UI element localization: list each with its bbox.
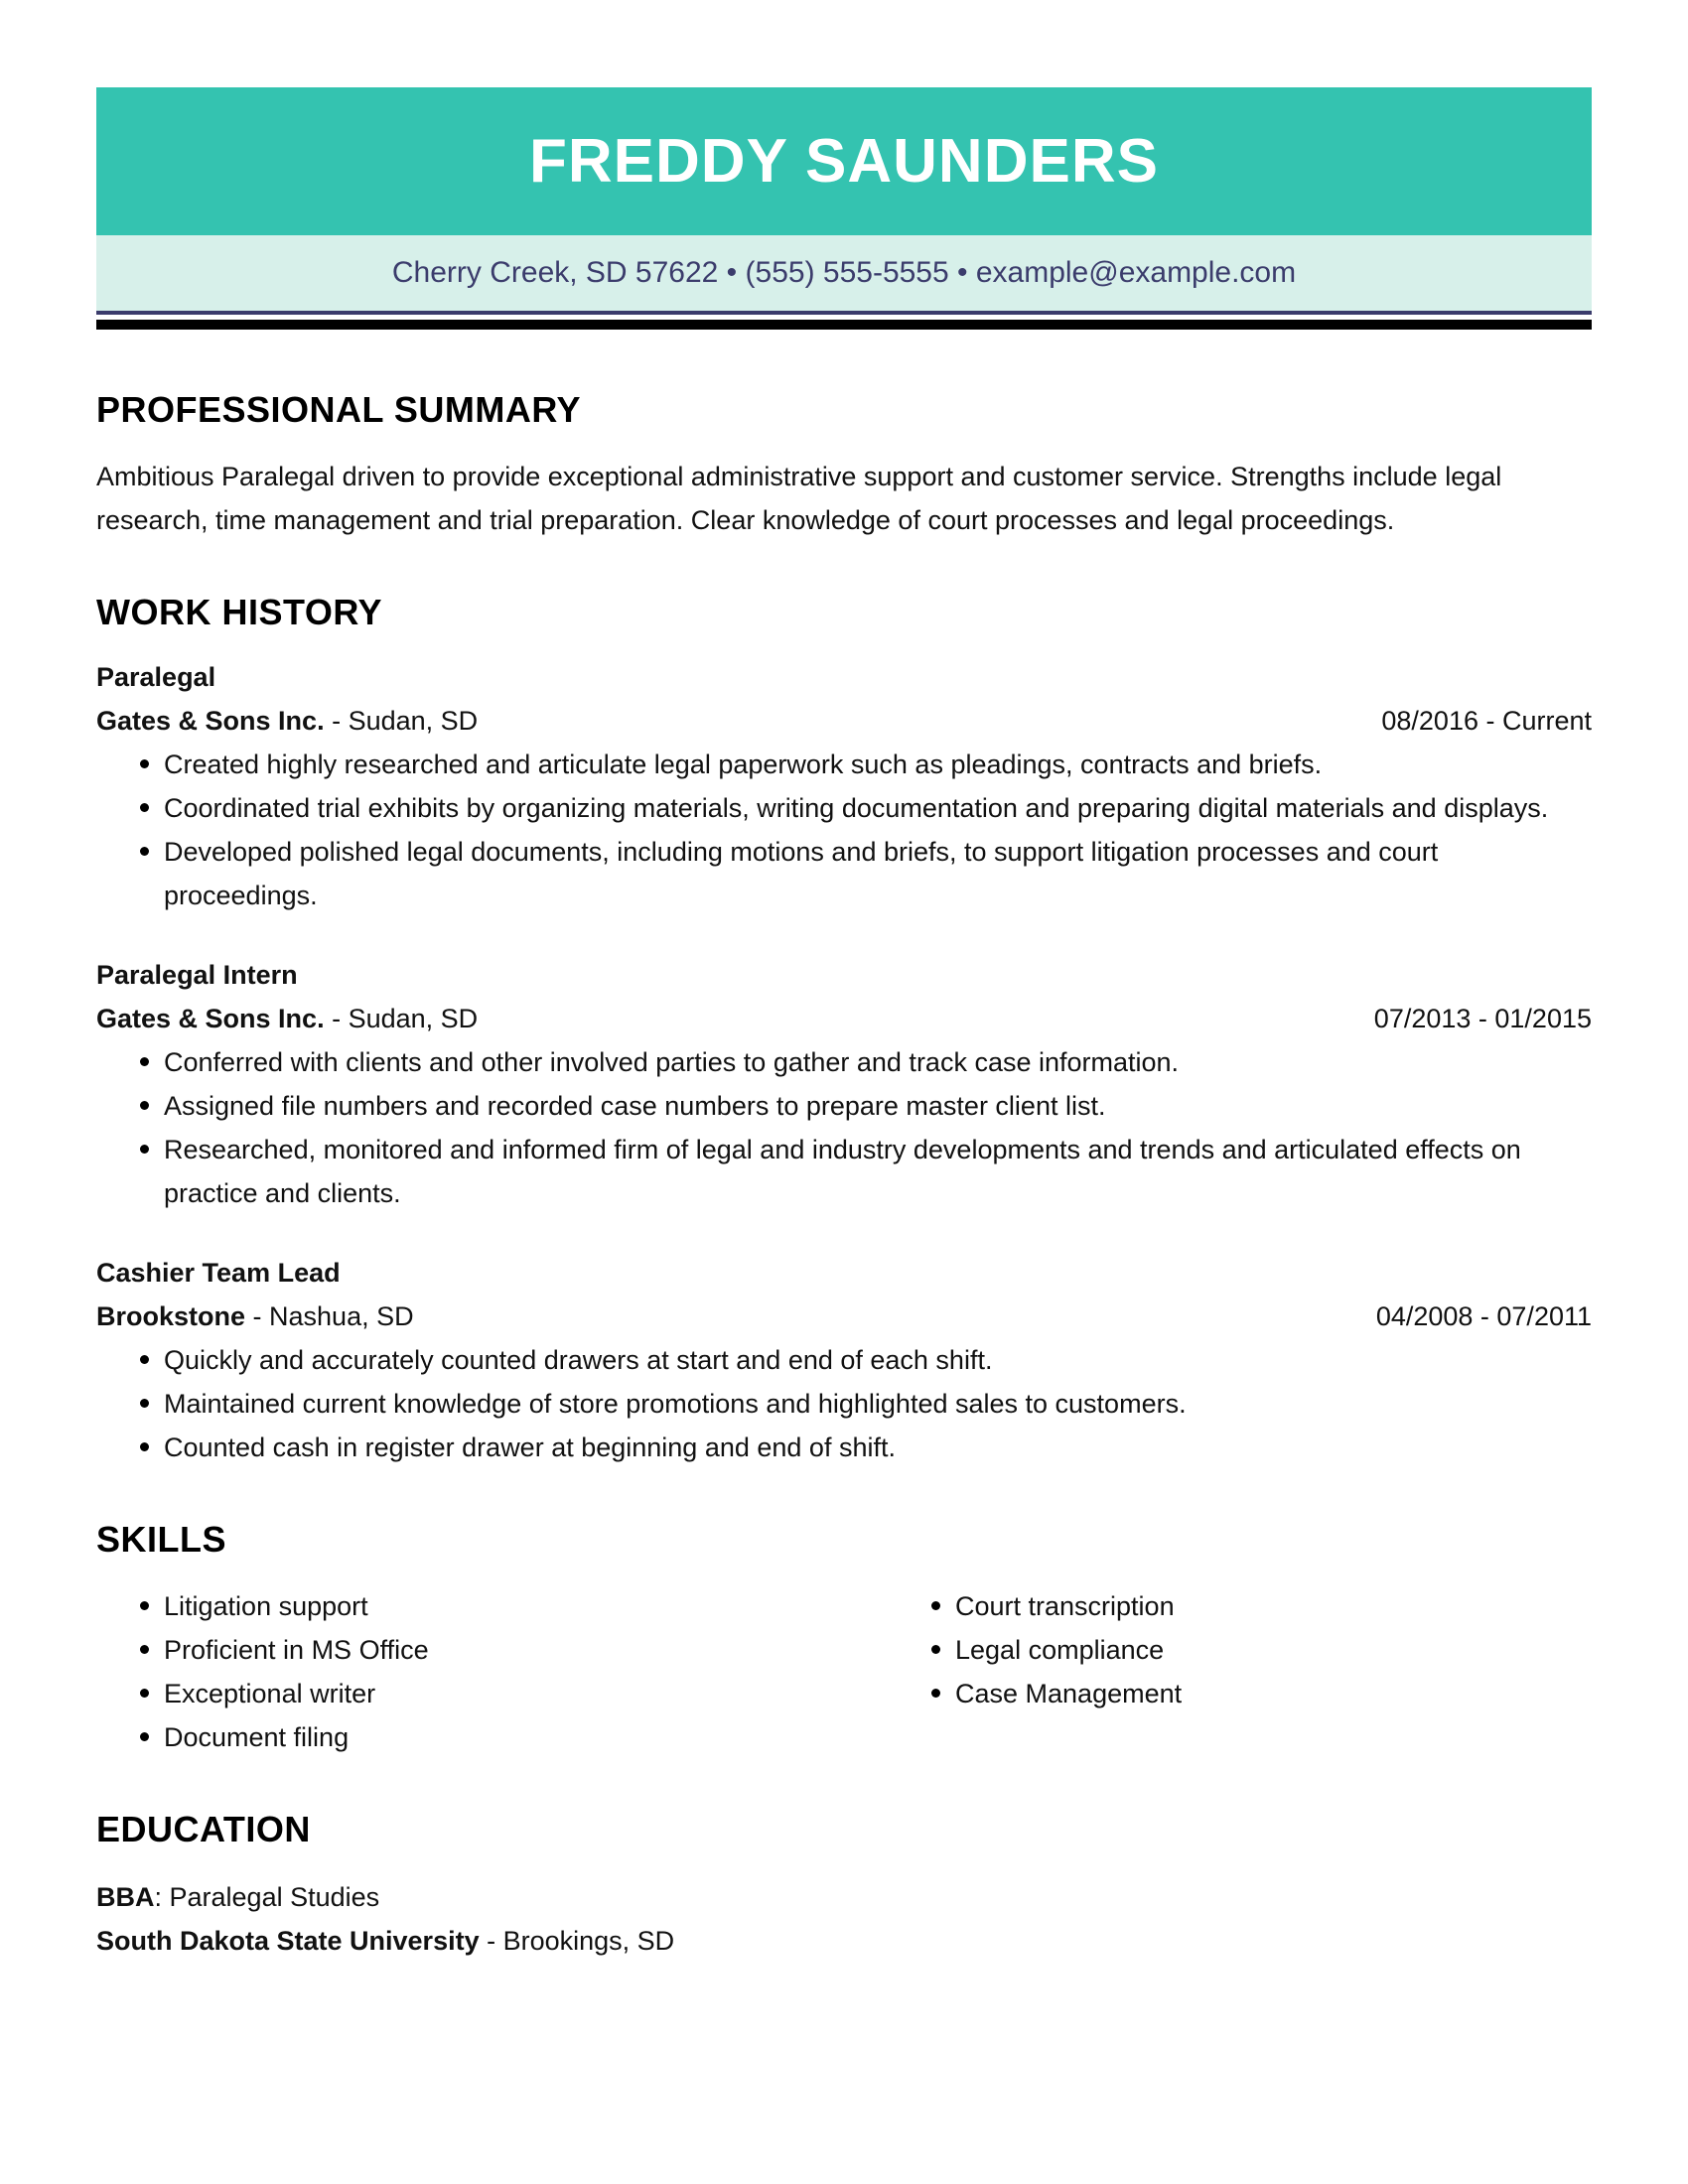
job-entry-cashier-team-lead	[96, 1251, 1592, 1469]
bullet-item: Quickly and accurately counted drawers at start and end of each shift.	[96, 1338, 1592, 1382]
skill-item: Proficient in MS Office	[96, 1628, 888, 1672]
company-location: - Sudan, SD	[324, 706, 479, 736]
degree-name: BBA	[96, 1882, 155, 1912]
degree-field: : Paralegal Studies	[154, 1882, 380, 1912]
school-name: South Dakota State University	[96, 1926, 480, 1956]
company-name: Gates & Sons Inc.	[96, 706, 325, 736]
education-block	[96, 1875, 1592, 1963]
bullet-item: Conferred with clients and other involved parties to gather and track case information.	[96, 1040, 1592, 1084]
job-title: Cashier Team Lead	[96, 1258, 341, 1288]
job-bullet-list	[96, 1040, 1592, 1215]
education-degree-line	[96, 1875, 1592, 1919]
header-band	[96, 87, 1592, 235]
skill-item: Legal compliance	[888, 1628, 1592, 1672]
job-bullet-list	[96, 1338, 1592, 1469]
job-bullet-list	[96, 743, 1592, 917]
skill-item: Court transcription	[888, 1584, 1592, 1628]
bullet-item: Counted cash in register drawer at beginning and end of shift.	[96, 1426, 1592, 1469]
job-title: Paralegal Intern	[96, 960, 298, 990]
job-dates: 08/2016 - Current	[1381, 706, 1592, 736]
contact-line: Cherry Creek, SD 57622 • (555) 555-5555 • example@example.com	[391, 256, 1297, 289]
skill-item: Exceptional writer	[96, 1672, 888, 1715]
company-location: - Sudan, SD	[324, 1004, 479, 1033]
bullet-item: Developed polished legal documents, including motions and briefs, to support litigation processes and court proceedings.	[96, 830, 1592, 917]
bullet-item: Assigned file numbers and recorded case numbers to prepare master client list.	[96, 1084, 1592, 1128]
job-company-location	[96, 1295, 414, 1338]
education-school-line	[96, 1919, 1592, 1963]
candidate-name: FREDDY SAUNDERS	[529, 127, 1159, 196]
skill-item: Document filing	[96, 1715, 888, 1759]
divider-rule	[96, 320, 1592, 330]
section-heading-skills: SKILLS	[96, 1519, 227, 1560]
job-meta-row	[96, 997, 1592, 1040]
skills-columns	[96, 1584, 1592, 1759]
job-meta-row	[96, 699, 1592, 743]
section-heading-work-history: WORK HISTORY	[96, 592, 383, 632]
school-location: - Brookings, SD	[479, 1926, 675, 1956]
job-entry-paralegal-intern	[96, 953, 1592, 1215]
bullet-item: Created highly researched and articulate legal paperwork such as pleadings, contracts and briefs.	[96, 743, 1592, 786]
bullet-item: Researched, monitored and informed firm of legal and industry developments and trends and articulated effects on practice and clients.	[96, 1128, 1592, 1215]
section-heading-education: EDUCATION	[96, 1809, 311, 1849]
job-title: Paralegal	[96, 662, 216, 692]
company-name: Gates & Sons Inc.	[96, 1004, 325, 1033]
skills-column-right	[888, 1584, 1592, 1759]
company-location: - Nashua, SD	[245, 1301, 414, 1331]
contact-bar	[96, 235, 1592, 315]
job-dates: 07/2013 - 01/2015	[1373, 1004, 1592, 1033]
summary-text: Ambitious Paralegal driven to provide exceptional administrative support and customer service. Strengths include legal research, time management and trial preparation. Clear knowledge of court processes and legal proceedings.	[96, 462, 1502, 535]
skills-column-left	[96, 1584, 888, 1759]
job-meta-row	[96, 1295, 1592, 1338]
job-company-location	[96, 699, 478, 743]
job-company-location	[96, 997, 478, 1040]
skill-item: Litigation support	[96, 1584, 888, 1628]
section-heading-professional-summary: PROFESSIONAL SUMMARY	[96, 389, 582, 430]
bullet-item: Maintained current knowledge of store promotions and highlighted sales to customers.	[96, 1382, 1592, 1426]
skill-item: Case Management	[888, 1672, 1592, 1715]
job-dates: 04/2008 - 07/2011	[1375, 1301, 1592, 1331]
bullet-item: Coordinated trial exhibits by organizing materials, writing documentation and preparing digital materials and displays.	[96, 786, 1592, 830]
job-entry-paralegal	[96, 655, 1592, 917]
company-name: Brookstone	[96, 1301, 246, 1331]
